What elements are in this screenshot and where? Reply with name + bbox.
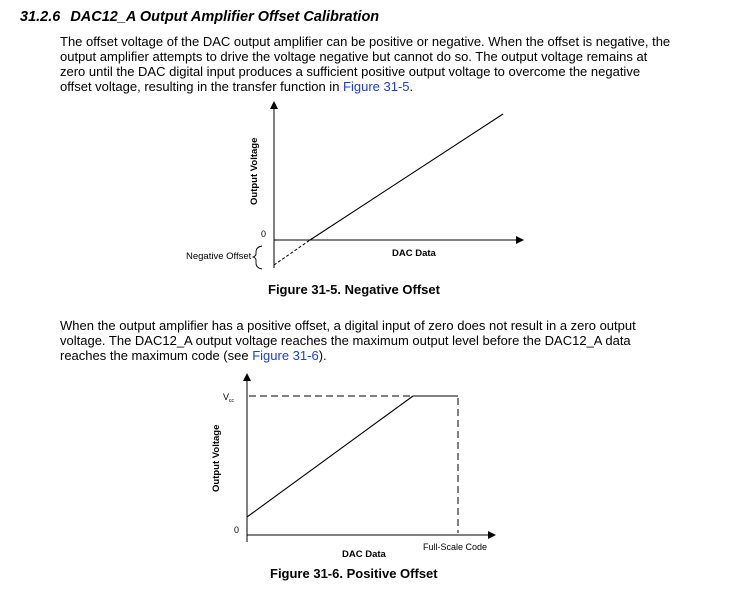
paragraph-line: output amplifier attempts to drive the voltage negative but cannot do so. The output voltage remains at bbox=[60, 49, 648, 64]
transfer-line bbox=[247, 396, 413, 517]
paragraph-line: When the output amplifier has a positive offset, a digital input of zero does not result in a zero output bbox=[60, 318, 636, 333]
x-axis-label: DAC Data bbox=[342, 549, 386, 560]
paragraph-line: zero until the DAC digital input produces a sufficient positive output voltage to overcome the negative bbox=[60, 64, 641, 79]
section-title: DAC12_A Output Amplifier Offset Calibration bbox=[70, 9, 380, 25]
section-number: 31.2.6 bbox=[20, 9, 61, 25]
y-axis-label: Output Voltage bbox=[249, 137, 260, 205]
full-scale-label: Full-Scale Code bbox=[423, 542, 488, 552]
vcc-label: $V_{cc}$ bbox=[223, 392, 235, 404]
figure-31-5-link[interactable]: Figure 31-5 bbox=[343, 79, 410, 94]
y-axis-label: Output Voltage bbox=[211, 424, 222, 492]
paragraph-text: . bbox=[409, 79, 414, 94]
figure-31-6-link[interactable]: Figure 31-6 bbox=[252, 348, 319, 363]
figure-31-6-caption: Figure 31-6. Positive Offset bbox=[270, 566, 438, 581]
zero-label: 0 bbox=[261, 229, 267, 239]
paragraph-text: ). bbox=[318, 348, 327, 363]
paragraph-line: voltage. The DAC12_A output voltage reaches the maximum output level before the DAC12_A data bbox=[60, 333, 631, 348]
zero-label: 0 bbox=[234, 525, 240, 535]
paragraph-line: The offset voltage of the DAC output amplifier can be positive or negative. When the offset is negative, the bbox=[60, 34, 671, 49]
paragraph-text: reaches the maximum code (see bbox=[60, 348, 253, 363]
figure-31-5-caption: Figure 31-5. Negative Offset bbox=[268, 282, 440, 297]
paragraph-text: offset voltage, resulting in the transfer function in bbox=[60, 79, 344, 94]
x-axis-label: DAC Data bbox=[392, 248, 436, 259]
negative-offset-label: Negative Offset bbox=[186, 251, 252, 262]
